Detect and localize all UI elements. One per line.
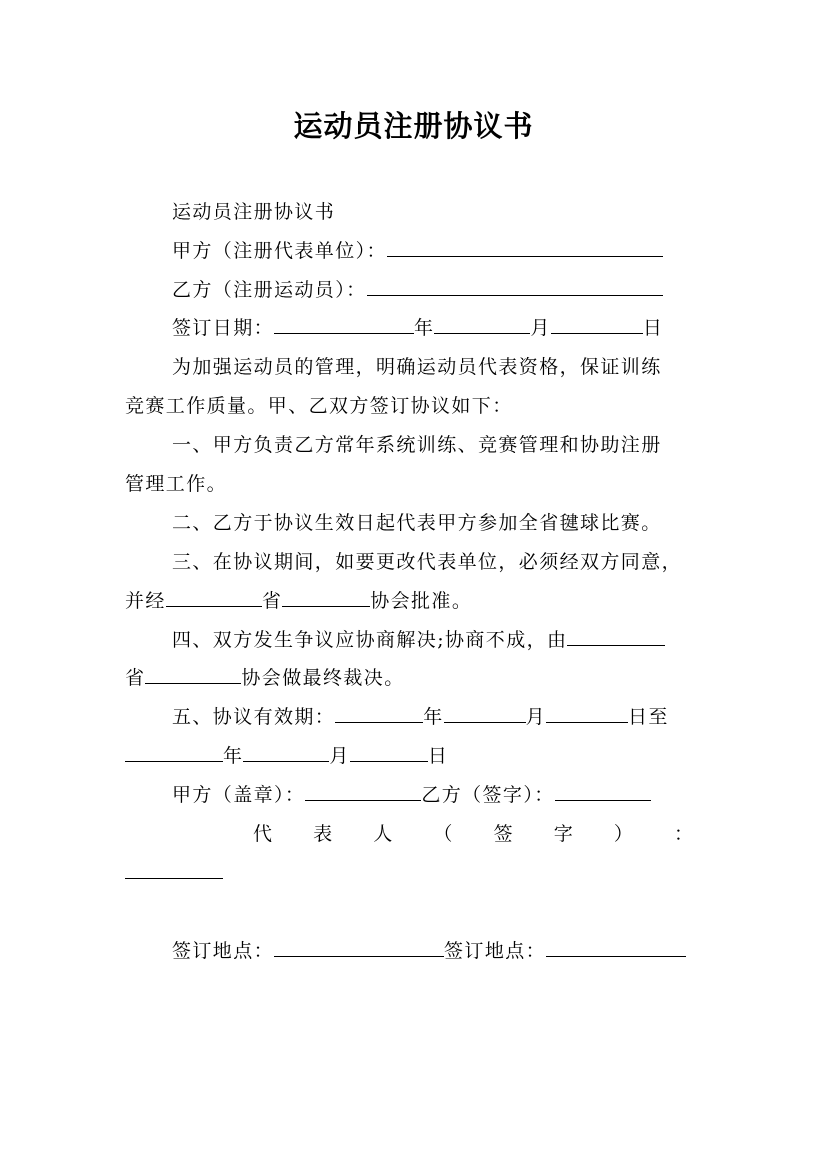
clause-1-line-1: 一、甲方负责乙方常年系统训练、竞赛管理和协助注册 [172, 434, 662, 456]
subtitle-line: 运动员注册协议书 [172, 201, 336, 223]
sign-place-blank-b[interactable] [546, 938, 686, 957]
party-b-label: 乙方（注册运动员）： [172, 279, 367, 301]
clause-1-line-2: 管理工作。 [125, 473, 228, 495]
party-a-label: 甲方（注册代表单位）： [172, 240, 387, 262]
clause-4-line-2: 省 协会做最终裁决。 [125, 667, 405, 689]
document-title: 运动员注册协议书 [293, 109, 534, 143]
arbitration-blank-2[interactable] [145, 665, 241, 684]
valid-from-year-blank[interactable] [335, 704, 423, 723]
clause-2: 二、乙方于协议生效日起代表甲方参加全省毽球比赛。 [172, 512, 662, 534]
party-b-sign-blank[interactable] [555, 782, 651, 801]
intro-line-2: 竞赛工作质量。甲、乙双方签订协议如下： [125, 395, 513, 417]
clause-3-line-1: 三、在协议期间，如要更改代表单位，必须经双方同意， [172, 551, 683, 573]
sign-month-blank[interactable] [434, 315, 530, 334]
arbitration-blank-1[interactable] [567, 627, 665, 646]
intro-line-1: 为加强运动员的管理，明确运动员代表资格，保证训练 [172, 356, 662, 378]
sign-date-line: 签订日期： 年 月 日 [172, 317, 664, 339]
representative-sign-blank[interactable] [125, 860, 223, 879]
province-blank-1[interactable] [166, 588, 262, 607]
representative-sign-line [125, 860, 223, 886]
clause-5-line-2: 年 月 日 [125, 743, 448, 769]
valid-from-day-blank[interactable] [546, 704, 628, 723]
clause-3-line-2: 并经 省 协会批准。 [125, 590, 473, 612]
association-blank-1[interactable] [282, 588, 370, 607]
valid-to-month-blank[interactable] [243, 743, 329, 762]
valid-to-year-blank[interactable] [125, 743, 223, 762]
seal-sign-line: 甲方（盖章）： 乙方（签字）： [172, 782, 651, 808]
valid-from-month-blank[interactable] [444, 704, 526, 723]
sign-year-blank[interactable] [274, 315, 414, 334]
valid-to-day-blank[interactable] [350, 743, 428, 762]
party-a-seal-blank[interactable] [305, 782, 421, 801]
sign-day-blank[interactable] [551, 315, 643, 334]
party-a-line [172, 238, 663, 264]
sign-place-blank-a[interactable] [274, 938, 444, 957]
party-b-line [172, 277, 663, 303]
clause-5-line-1: 五、协议有效期： 年 月 日至 [172, 706, 669, 728]
representative-sign-label: 代 表 人 （ 签 字 ） ： [253, 823, 693, 845]
clause-4-line-1: 四、双方发生争议应协商解决;协商不成，由 [172, 627, 665, 653]
party-a-blank[interactable] [387, 238, 663, 257]
sign-place-line: 签订地点： 签订地点： [172, 938, 686, 964]
party-b-blank[interactable] [367, 277, 663, 296]
